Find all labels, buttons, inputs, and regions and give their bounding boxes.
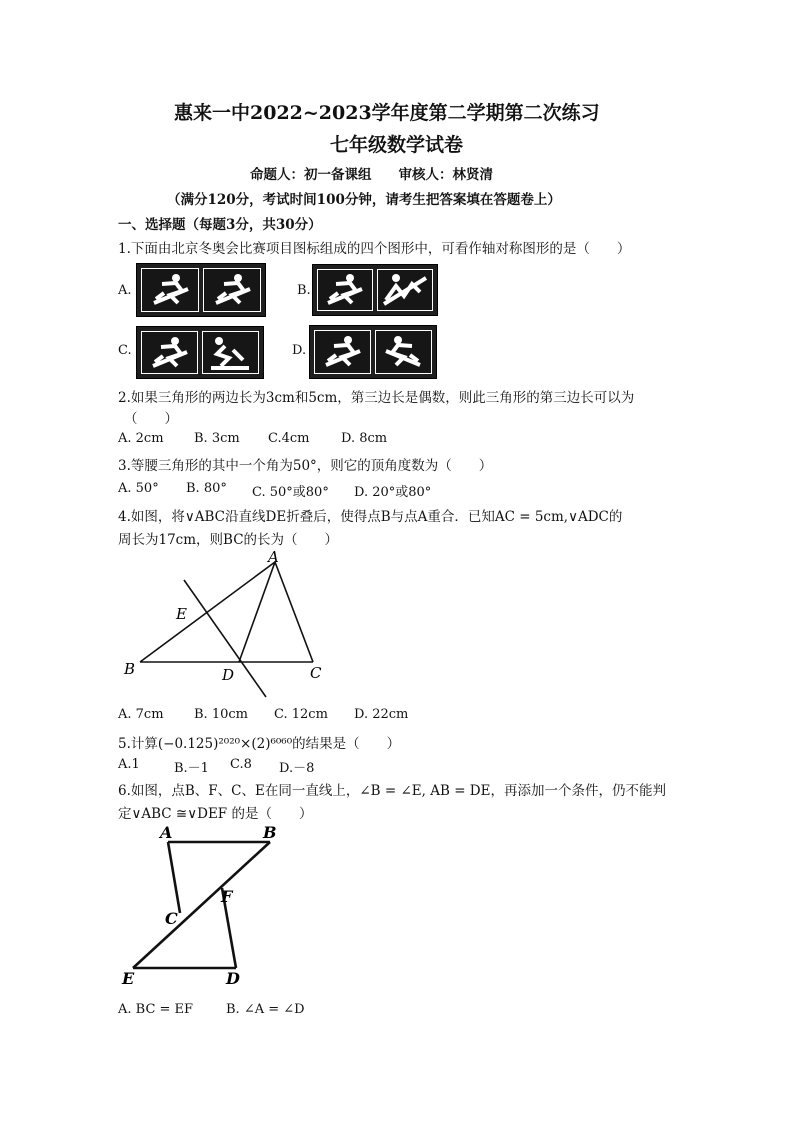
q4-option-d: D. 22cm: [354, 707, 409, 722]
question-4-text: 4.如图，将∨ABC沿直线DE折叠后，使得点B与点A重合．已知AC = 5cm,∨ADC的: [118, 509, 623, 525]
segment-ac: [275, 562, 313, 662]
question-1-text: 1.下面由北京冬奥会比赛项目图标组成的四个图形中，可看作轴对称图形的是（ ）: [118, 241, 631, 257]
q1-option-c-image: [136, 326, 264, 379]
point-f-label: F: [221, 887, 233, 906]
exam-note: （满分120分，考试时间100分钟，请考生把答案填在答题卷上）: [167, 192, 561, 208]
q1-option-a-label: A.: [118, 283, 132, 298]
q4-option-c: C. 12cm: [274, 707, 328, 722]
q5-option-a: A.1: [118, 757, 140, 772]
question-2-text: 2.如果三角形的两边长为3cm和5cm，第三边长是偶数，则此三角形的第三边长可以为: [118, 390, 635, 406]
q6-figure: [118, 818, 298, 998]
point-a-label: A: [160, 823, 173, 842]
q5-option-d: D.－8: [279, 761, 315, 776]
skier-icon: [317, 269, 373, 311]
q3-option-c: C. 50°或80°: [252, 485, 329, 500]
q5-option-b: B.－1: [174, 761, 209, 776]
segment-ac: [168, 842, 180, 913]
section-heading: 一、选择题（每题3分，共30分）: [118, 217, 322, 233]
q4-triangle-figure: [118, 545, 338, 705]
q4-option-b: B. 10cm: [194, 707, 248, 722]
q2-option-c: C.4cm: [268, 431, 310, 446]
q1-option-c-label: C.: [118, 343, 132, 358]
q3-option-b: B. 80°: [186, 481, 227, 496]
q5-option-c: C.8: [230, 757, 252, 772]
q1-option-b-label: B.: [297, 283, 311, 298]
point-e-label: E: [176, 605, 187, 623]
q4-option-a: A. 7cm: [118, 707, 164, 722]
q2-option-d: D. 8cm: [341, 431, 388, 446]
q1-option-a-image: [136, 263, 266, 317]
q1-option-b-image: [312, 264, 438, 316]
question-3-text: 3.等腰三角形的其中一个角为50°，则它的顶角度数为（ ）: [118, 458, 493, 474]
segment-ad: [239, 562, 275, 662]
point-a-label: A: [268, 548, 279, 566]
question-4-text-cont: 周长为17cm，则BC的长为（ ）: [118, 532, 339, 548]
q6-option-a: A. BC = EF: [118, 1002, 194, 1017]
q2-option-b: B. 3cm: [194, 431, 240, 446]
author-line: 命题人：初一备课组 审核人：林贤清: [250, 167, 493, 183]
q2-option-a: A. 2cm: [118, 431, 164, 446]
skier-icon: [203, 268, 261, 312]
point-c-label: C: [310, 664, 322, 682]
exam-title: 惠来一中2022~2023学年度第二学期第二次练习: [174, 102, 600, 124]
point-d-label: D: [226, 969, 240, 988]
q1-option-d-image: [309, 325, 437, 379]
skier-icon: [314, 330, 371, 374]
question-5-text: 5.计算(−0.125)²⁰²⁰×(2)⁶⁰⁶⁰的结果是（ ）: [118, 736, 401, 752]
segment-ab: [140, 562, 275, 662]
question-6-text-cont: 定∨ABC ≅∨DEF 的是（ ）: [118, 806, 313, 822]
segment-be: [133, 842, 270, 968]
point-b-label: B: [124, 660, 136, 678]
question-6-text: 6.如图，点B、F、C、E在同一直线上，∠B = ∠E, AB = DE，再添加一个条件，仍不能判: [118, 783, 666, 799]
q3-option-a: A. 50°: [118, 481, 159, 496]
q1-option-d-label: D.: [292, 343, 307, 358]
ski-jump-icon: [377, 269, 433, 311]
point-b-label: B: [263, 823, 277, 842]
q6-option-b: B. ∠A = ∠D: [226, 1002, 305, 1017]
point-c-label: C: [165, 909, 178, 928]
skier-mirrored-icon: [375, 330, 432, 374]
skater-icon: [202, 331, 259, 374]
q3-option-d: D. 20°或80°: [354, 485, 432, 500]
question-2-text-cont: （ ）: [124, 411, 178, 427]
skier-icon: [141, 331, 198, 374]
point-d-label: D: [222, 666, 235, 684]
skier-icon: [141, 268, 199, 312]
exam-subtitle: 七年级数学试卷: [330, 134, 464, 156]
point-e-label: E: [122, 969, 135, 988]
